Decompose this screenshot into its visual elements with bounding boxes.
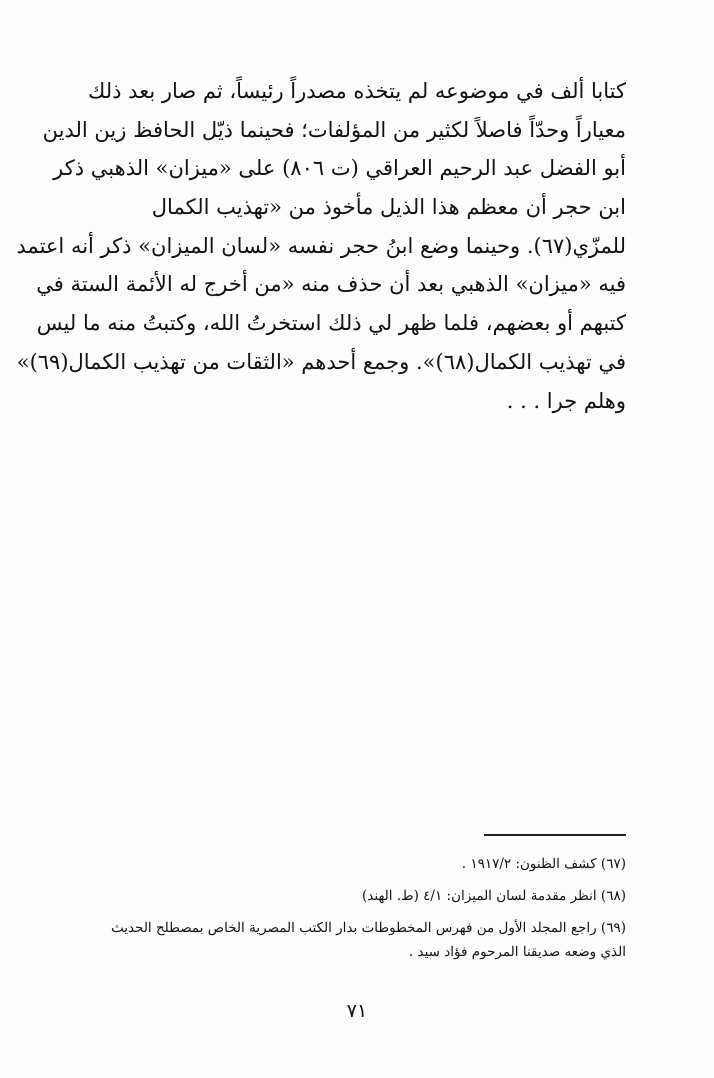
body-line: معياراً وحدّاً فاصلاً لكثير من المؤلفات؛ فحينما ذيّل الحافظ زين الدين: [42, 117, 626, 142]
footnotes: [76, 852, 626, 964]
footnote-67: (٦٧) كشف الظنون: ١٩١٧/٢ .: [461, 856, 626, 872]
footnote-divider: [484, 834, 626, 836]
footnote-68: (٦٨) انظر مقدمة لسان الميزان: ٤/١ (ط. الهند): [362, 888, 626, 904]
footnote-69-line-2: الذي وضعه صديقنا المرحوم فؤاد سيد .: [408, 944, 626, 960]
body-line: كتبهم أو بعضهم، فلما ظهر لي ذلك استخرتُ الله، وكتبتُ منه ما ليس: [36, 311, 626, 336]
footnote-spacer: [76, 876, 626, 884]
body-line: في تهذيب الكمال(٦٨)». وجمع أحدهم «الثقات من تهذيب الكمال(٦٩)»: [16, 349, 626, 374]
footnote-69-line-1: (٦٩) راجع المجلد الأول من فهرس المخطوطات بدار الكتب المصرية الخاص بمصطلح الحديث: [111, 920, 626, 936]
body-line: فيه «ميزان» الذهبي بعد أن حذف منه «من أخرج له الأئمة الستة في: [36, 272, 626, 297]
page-number: ٧١: [346, 1000, 368, 1022]
body-line: ابن حجر أن معظم هذا الذيل مأخوذ من «تهذيب الكمال: [151, 195, 626, 220]
body-line: وهلم جرا . . .: [506, 388, 626, 413]
body-text: [16, 72, 626, 420]
body-line: أبو الفضل عبد الرحيم العراقي (ت ٨٠٦) على «ميزان» الذهبي ذكر: [53, 156, 626, 181]
footnote-spacer: [76, 908, 626, 916]
body-line: للمزّي(٦٧). وحينما وضع ابنُ حجر نفسه «لسان الميزان» ذكر أنه اعتمد: [16, 233, 626, 258]
body-line: كتابا ألف في موضوعه لم يتخذه مصدراً رئيساً، ثم صار بعد ذلك: [88, 79, 626, 103]
